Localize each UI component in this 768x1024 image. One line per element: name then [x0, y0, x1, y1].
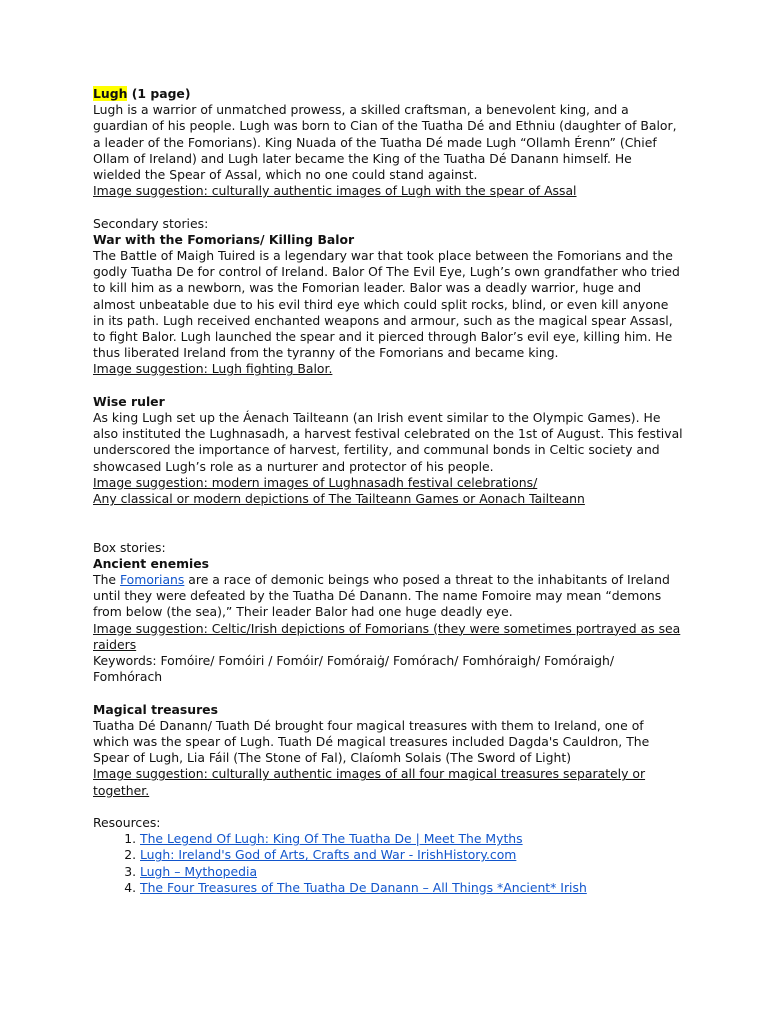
ruler-image-suggestion-2: Any classical or modern depictions of The Tailteann Games or Aonach Tailteann: [93, 491, 585, 507]
treasures-heading: Magical treasures: [93, 701, 218, 717]
document-page: [93, 86, 683, 896]
resource-item: [140, 831, 683, 847]
resource-link-irishhistory[interactable]: Lugh: Ireland's God of Arts, Crafts and War - IrishHistory.com: [140, 847, 517, 863]
resources-label: Resources:: [93, 815, 161, 831]
enemies-image-suggestion: Image suggestion: Celtic/Irish depictions of Fomorians (they were sometimes portrayed as sea raiders: [93, 620, 681, 652]
resource-item: [140, 864, 683, 880]
ruler-body: As king Lugh set up the Áenach Tailteann (an Irish event similar to the Olympic Games). He also instituted the Lughnasadh, a harvest festival celebrated on the 1st of August. This festival underscored the importance of harvest, fertility, and communal bonds in Celtic society and showcased Lugh’s role as a nurturer and protector of his people.: [93, 410, 683, 474]
enemies-body-rest: are a race of demonic beings who posed a threat to the inhabitants of Ireland until they were defeated by the Tuatha Dé Danann. The name Fomoire may mean “demons from below (the sea),” Their leader Balor had one huge deadly eye.: [93, 572, 670, 620]
resource-item: [140, 880, 683, 896]
enemies-keywords: Keywords: Fomóire/ Fomóiri / Fomóir/ Fomóraiġ/ Fomórach/ Fomhóraigh/ Fomóraigh/ Fomhórach: [93, 653, 614, 685]
lugh-title-suffix: (1 page): [127, 86, 191, 101]
enemies-heading: Ancient enemies: [93, 555, 210, 571]
lugh-title: Lugh: [93, 86, 128, 101]
resource-link-meet-the-myths[interactable]: The Legend Of Lugh: King Of The Tuatha De | Meet The Myths: [140, 831, 523, 847]
treasures-image-suggestion: Image suggestion: culturally authentic images of all four magical treasures separately or together.: [93, 766, 646, 798]
resource-link-all-things-ancient-irish[interactable]: The Four Treasures of The Tuatha De Danann – All Things *Ancient* Irish: [140, 879, 587, 895]
enemies-body: [93, 572, 683, 621]
secondary-stories-label: Secondary stories:: [93, 215, 209, 231]
treasures-body: Tuatha Dé Danann/ Tuath Dé brought four magical treasures with them to Ireland, one of which was the spear of Lugh. Tuath Dé magical treasures included Dagda's Cauldron, The Spear of Lugh, Lia Fáil (The Stone of Fal), Claíomh Solais (The Sword of Light): [93, 717, 650, 766]
war-image-suggestion: Image suggestion: Lugh fighting Balor.: [93, 361, 333, 377]
war-heading: War with the Fomorians/ Killing Balor: [93, 231, 355, 247]
resource-item: [140, 847, 683, 863]
fomorians-link[interactable]: Fomorians: [119, 572, 185, 588]
lugh-title-line: [93, 86, 683, 102]
lugh-image-suggestion: Image suggestion: culturally authentic images of Lugh with the spear of Assal: [93, 183, 577, 199]
enemies-body-prefix: The: [93, 572, 120, 588]
resource-link-mythopedia[interactable]: Lugh – Mythopedia: [140, 863, 258, 879]
resources-list: [93, 831, 683, 896]
box-stories-label: Box stories:: [93, 539, 166, 555]
lugh-body: Lugh is a warrior of unmatched prowess, a skilled craftsman, a benevolent king, and a guardian of his people. Lugh was born to Cian of the Tuatha Dé and Ethniu (daughter of Balor, a leader of the Fomorians). King Nuada of the Tuatha Dé made Lugh “Ollamh Érenn” (Chief Ollam of Ireland) and Lugh later became the King of the Tuatha Dé Danann himself. He wielded the Spear of Assal, which no one could stand against.: [93, 102, 677, 183]
ruler-heading: Wise ruler: [93, 393, 165, 409]
ruler-image-suggestion-1: Image suggestion: modern images of Lughnasadh festival celebrations/: [93, 474, 538, 490]
war-body: The Battle of Maigh Tuired is a legendary war that took place between the Fomorians and the godly Tuatha De for control of Ireland. Balor Of The Evil Eye, Lugh’s own grandfather who tried to kill him as a newborn, was the Fomorian leader. Balor was a deadly warrior, huge and almost unbeatable due to his evil third eye which could split rocks, blind, or even kill anyone in its path. Lugh received enchanted weapons and armour, such as the magical spear Assasl, to fight Balor. Lugh launched the spear and it pierced through Balor’s evil eye, killing him. He thus liberated Ireland from the tyranny of the Fomorians and became king.: [93, 248, 680, 361]
